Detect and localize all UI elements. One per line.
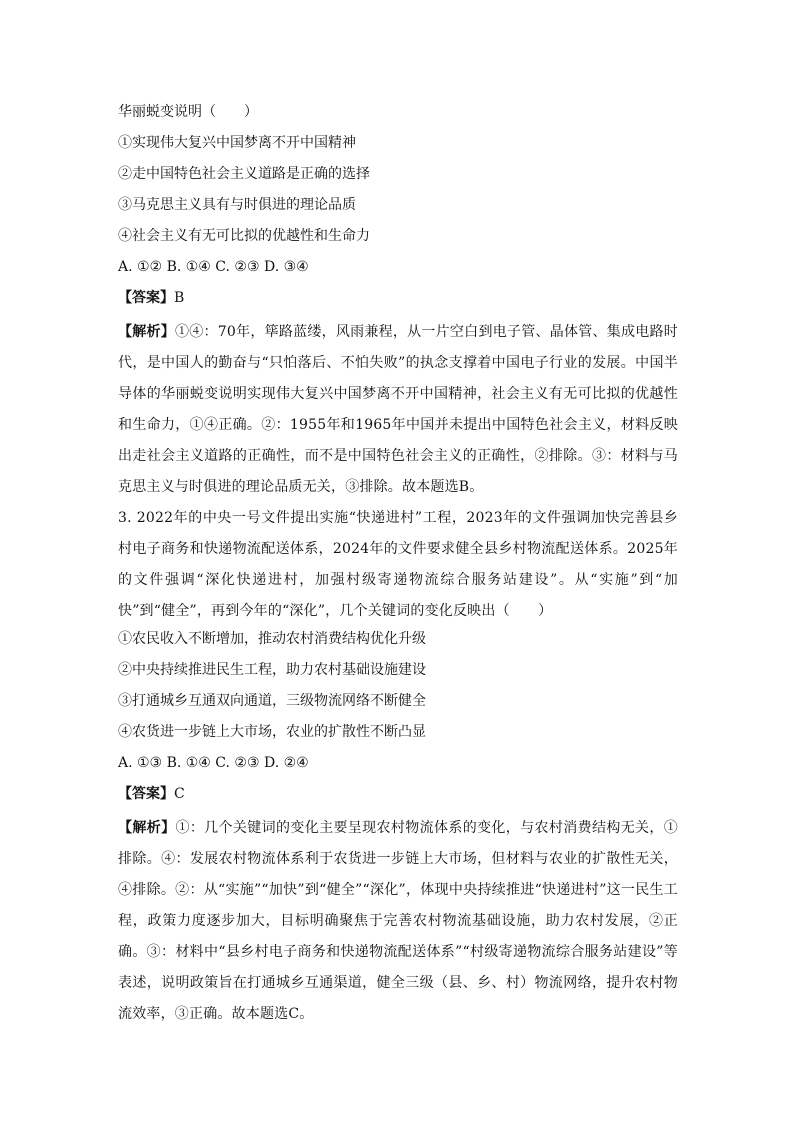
question-2-option-4: ④社会主义有无可比拟的优越性和生命力 xyxy=(118,228,370,244)
question-3-analysis xyxy=(118,813,678,1030)
answer-value: B xyxy=(174,290,185,306)
question-3-choices: A. ①③ B. ①④ C. ②③ D. ②④ xyxy=(118,755,309,771)
question-2-answer xyxy=(118,286,678,311)
analysis-label: 【解析】 xyxy=(118,324,176,340)
question-2-block xyxy=(118,100,678,503)
question-2-choices: A. ①② B. ①④ C. ②③ D. ③④ xyxy=(118,259,309,275)
question-3-block xyxy=(118,503,678,1030)
question-3-option-2: ②中央持续推进民生工程，助力农村基础设施建设 xyxy=(118,662,426,678)
answer-label: 【答案】 xyxy=(118,290,174,306)
question-3-option-4: ④农货进一步链上大市场，农业的扩散性不断凸显 xyxy=(118,724,426,740)
question-2-option-1: ①实现伟大复兴中国梦离不开中国精神 xyxy=(118,135,356,151)
question-3-option-3: ③打通城乡互通双向通道，三级物流网络不断健全 xyxy=(118,693,426,709)
question-2-option-3: ③马克思主义具有与时俱进的理论品质 xyxy=(118,197,356,213)
analysis-label: 【解析】 xyxy=(118,820,176,836)
question-2-option-2: ②走中国特色社会主义道路是正确的选择 xyxy=(118,166,370,182)
answer-label: 【答案】 xyxy=(118,786,174,802)
analysis-text: ①④：70年，筚路蓝缕，风雨兼程，从一片空白到电子管、晶体管、集成电路时代，是中国人的勤奋与“只怕落后、不怕失败”的执念支撑着中国电子行业的发展。中国半导体的华丽蜕变说明实现伟大复兴中国梦离不开中国精神，社会主义有无可比拟的优越性和生命力，①④正确。②：1955年和1965年中国并未提出中国特色社会主义，材料反映出走社会主义道路的正确性，而不是中国特色社会主义的正确性，②排除。③：材料与马克思主义与时俱进的理论品质无关，③排除。故本题选B。 xyxy=(118,324,678,495)
question-3-stem: 3. 2022年的中央一号文件提出实施“快递进村”工程，2023年的文件强调加快完善县乡村电子商务和快递物流配送体系，2024年的文件要求健全县乡村物流配送体系。2025年的文件强调“深化快递进村，加强村级寄递物流综合服务站建设”。从“实施”到“加快”到“健全”，再到今年的“深化”，几个关键词的变化反映出（ ） xyxy=(118,510,678,619)
document-content xyxy=(118,100,678,1030)
question-3-answer xyxy=(118,782,678,807)
question-2-stem-tail: 华丽蜕变说明（ ） xyxy=(118,104,258,120)
question-3-option-1: ①农民收入不断增加，推动农村消费结构优化升级 xyxy=(118,631,426,647)
analysis-text: ①：几个关键词的变化主要呈现农村物流体系的变化，与农村消费结构无关，①排除。④：发展农村物流体系利于农货进一步链上大市场，但材料与农业的扩散性无关，④排除。②：从“实施”“加快”到“健全”“深化”，体现中央持续推进“快递进村”这一民生工程，政策力度逐步加大，目标明确聚焦于完善农村物流基础设施，助力农村发展，②正确。③：材料中“县乡村电子商务和快递物流配送体系”“村级寄递物流综合服务站建设”等表述，说明政策旨在打通城乡互通渠道，健全三级（县、乡、村）物流网络，提升农村物流效率，③正确。故本题选C。 xyxy=(118,820,678,1022)
question-2-analysis xyxy=(118,317,678,503)
answer-value: C xyxy=(174,786,185,802)
